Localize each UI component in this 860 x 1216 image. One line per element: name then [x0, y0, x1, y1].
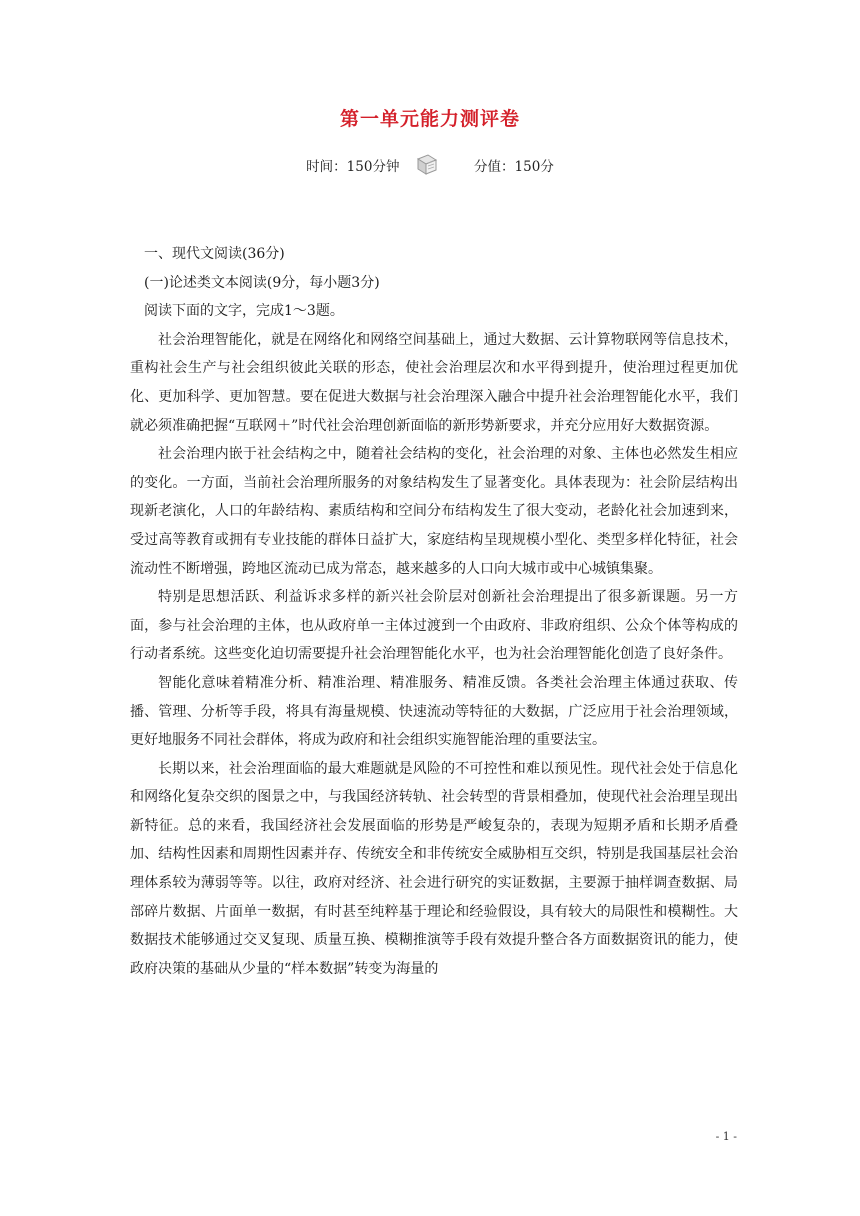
page-number: - 1 - — [715, 1130, 737, 1143]
passage-paragraph-2: 社会治理内嵌于社会结构之中，随着社会结构的变化，社会治理的对象、主体也必然发生相应的变化。一方面，当前社会治理所服务的对象结构发生了显著变化。具体表现为：社会阶层结构出现新老演化，人口的年龄结构、素质结构和空间分布结构发生了很大变动，老龄化社会加速到来，受过高等教育或拥有专业技能的群体日益扩大，家庭结构呈现规模小型化、类型多样化特征，社会流动性不断增强，跨地区流动已成为常态，越来越多的人口向大城市或中心城镇集聚。 — [130, 446, 738, 577]
book-scroll-icon — [414, 152, 440, 178]
time-limit: 时间：150分钟 — [306, 159, 400, 175]
exam-meta — [0, 152, 860, 178]
document-title: 第一单元能力测评卷 — [339, 108, 520, 130]
reading-section — [130, 240, 738, 983]
total-score: 分值：150分 — [474, 159, 554, 175]
section-heading: 一、现代文阅读(36分) — [144, 246, 285, 262]
passage-paragraph-3: 特别是思想活跃、利益诉求多样的新兴社会阶层对创新社会治理提出了很多新课题。另一方面，参与社会治理的主体，也从政府单一主体过渡到一个由政府、非政府组织、公众个体等构成的行动者系统。这些变化迫切需要提升社会治理智能化水平，也为社会治理智能化创造了良好条件。 — [130, 589, 738, 663]
passage-paragraph-4: 智能化意味着精准分析、精准治理、精准服务、精准反馈。各类社会治理主体通过获取、传播、管理、分析等手段，将具有海量规模、快速流动等特征的大数据，广泛应用于社会治理领域，更好地服务不同社会群体，将成为政府和社会组织实施智能治理的重要法宝。 — [130, 674, 738, 749]
passage-paragraph-1: 社会治理智能化，就是在网络化和网络空间基础上，通过大数据、云计算物联网等信息技术，重构社会生产与社会组织彼此关联的形态，使社会治理层次和水平得到提升，使治理过程更加优化、更加科学、更加智慧。要在促进大数据与社会治理深入融合中提升社会治理智能化水平，我们就必须准确把握“互联网＋”时代社会治理创新面临的新形势新要求，并充分应用好大数据资源。 — [130, 331, 738, 434]
passage-paragraph-5: 长期以来，社会治理面临的最大难题就是风险的不可控性和难以预见性。现代社会处于信息化和网络化复杂交织的图景之中，与我国经济转轨、社会转型的背景相叠加，使现代社会治理呈现出新特征。总的来看，我国经济社会发展面临的形势是严峻复杂的，表现为短期矛盾和长期矛盾叠加、结构性因素和周期性因素并存、传统安全和非传统安全威胁相互交织，特别是我国基层社会治理体系较为薄弱等等。以往，政府对经济、社会进行研究的实证数据，主要源于抽样调查数据、局部碎片数据、片面单一数据，有时甚至纯粹基于理论和经验假设，具有较大的局限性和模糊性。大数据技术能够通过交叉复现、质量互换、模糊推演等手段有效提升整合各方面数据资讯的能力，使政府决策的基础从少量的“样本数据”转变为海量的 — [130, 760, 738, 977]
section-subheading: (一)论述类文本阅读(9分，每小题3分) — [144, 274, 380, 291]
section-instruction: 阅读下面的文字，完成1～3题。 — [144, 303, 344, 320]
